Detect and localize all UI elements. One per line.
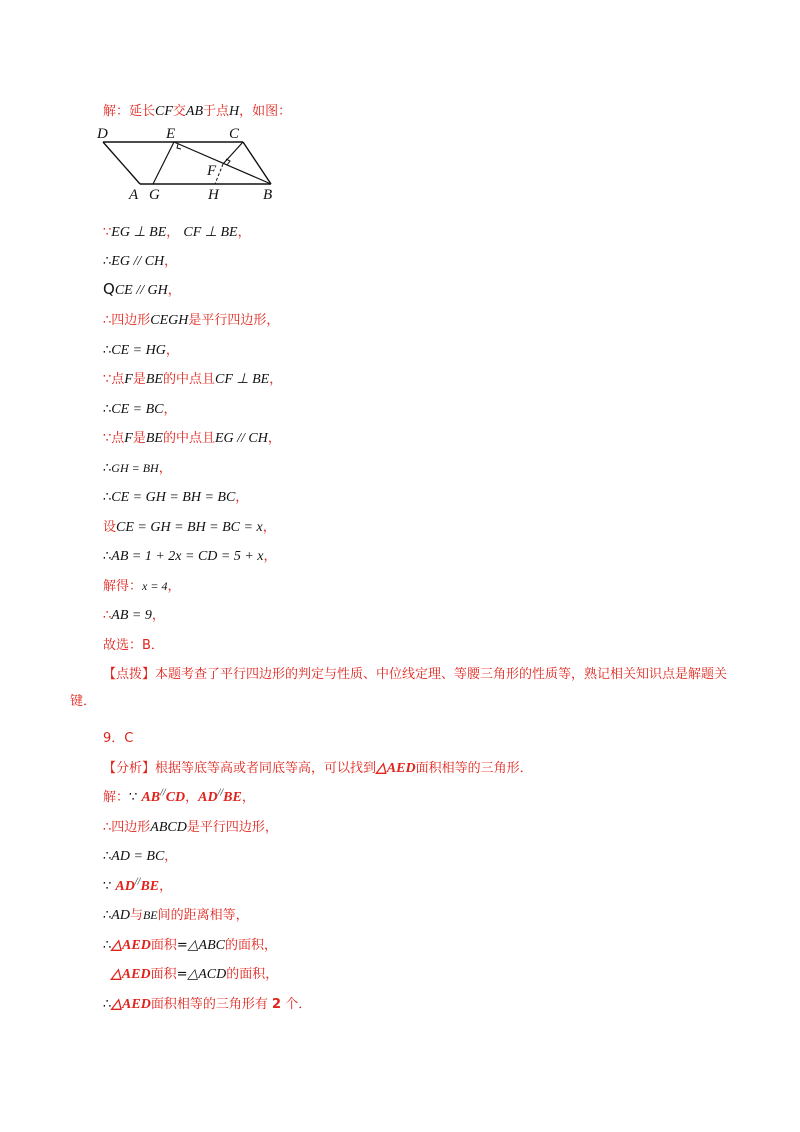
step-line: ∴AB = 9， [103, 608, 165, 623]
label-b: B [263, 187, 273, 203]
step-line: 解得：x = 4， [103, 579, 181, 594]
step-line: ∵EG ⊥ BE， CF ⊥ BE， [103, 225, 251, 240]
label-g: G [149, 187, 160, 203]
parallelogram-figure [95, 124, 295, 204]
step-line: ∴四边形CEGH是平行四边形， [103, 313, 280, 328]
step-line: ∵点F是BE的中点且EG // CH， [103, 431, 281, 446]
step-line: ∴四边形ABCD是平行四边形， [103, 820, 278, 835]
step-line: ∴EG // CH， [103, 254, 178, 269]
analysis-line: 【分析】根据等底等高或者同底等高，可以找到△AED面积相等的三角形． [103, 761, 533, 776]
answer-line: 故选：B． [103, 638, 164, 653]
question-number: 9．C [103, 731, 134, 746]
segment-eg [153, 142, 174, 184]
step-line: ∵点F是BE的中点且CF ⊥ BE， [103, 372, 283, 387]
step-line: ∴AD与BE间的距离相等， [103, 908, 249, 923]
label-h: H [208, 187, 219, 203]
label-f: F [207, 163, 217, 179]
segment-cf [223, 142, 243, 164]
label-a: A [129, 187, 139, 203]
step-line: 设CE = GH = BH = BC = x， [103, 520, 276, 535]
step-line: △AED面积=△ACD的面积， [111, 967, 279, 982]
step-line: ∴AB = 1 + 2x = CD = 5 + x， [103, 549, 277, 564]
segment-fh-dashed [215, 164, 223, 184]
step-line: 解：∵ AB//CD，AD//BE， [103, 787, 255, 805]
conclusion-line: ∴△AED面积相等的三角形有 2 个． [103, 997, 312, 1012]
step-line: ∴CE = BC， [103, 402, 177, 417]
step-line: ∴GH = BH， [103, 461, 172, 476]
step-line: ∴CE = HG， [103, 343, 179, 358]
tip-paragraph: 【点拨】本题考查了平行四边形的判定与性质、中位线定理、等腰三角形的性质等，熟记相关知识点是解题关键． [70, 667, 728, 709]
label-d: D [97, 126, 108, 142]
step-line: ∴CE = GH = BH = BC， [103, 490, 249, 505]
step-line: ∴△AED面积=△ABC的面积， [103, 938, 277, 953]
step-line: ∴AD = BC， [103, 849, 178, 864]
label-c: C [229, 126, 240, 142]
segment-da [103, 142, 140, 184]
step-line: ∵ AD//BE， [103, 876, 173, 894]
step-line: QCE // GH， [103, 280, 181, 298]
solution-intro-line: 解：延长CF交AB于点H，如图： [103, 104, 292, 119]
label-e: E [166, 126, 176, 142]
